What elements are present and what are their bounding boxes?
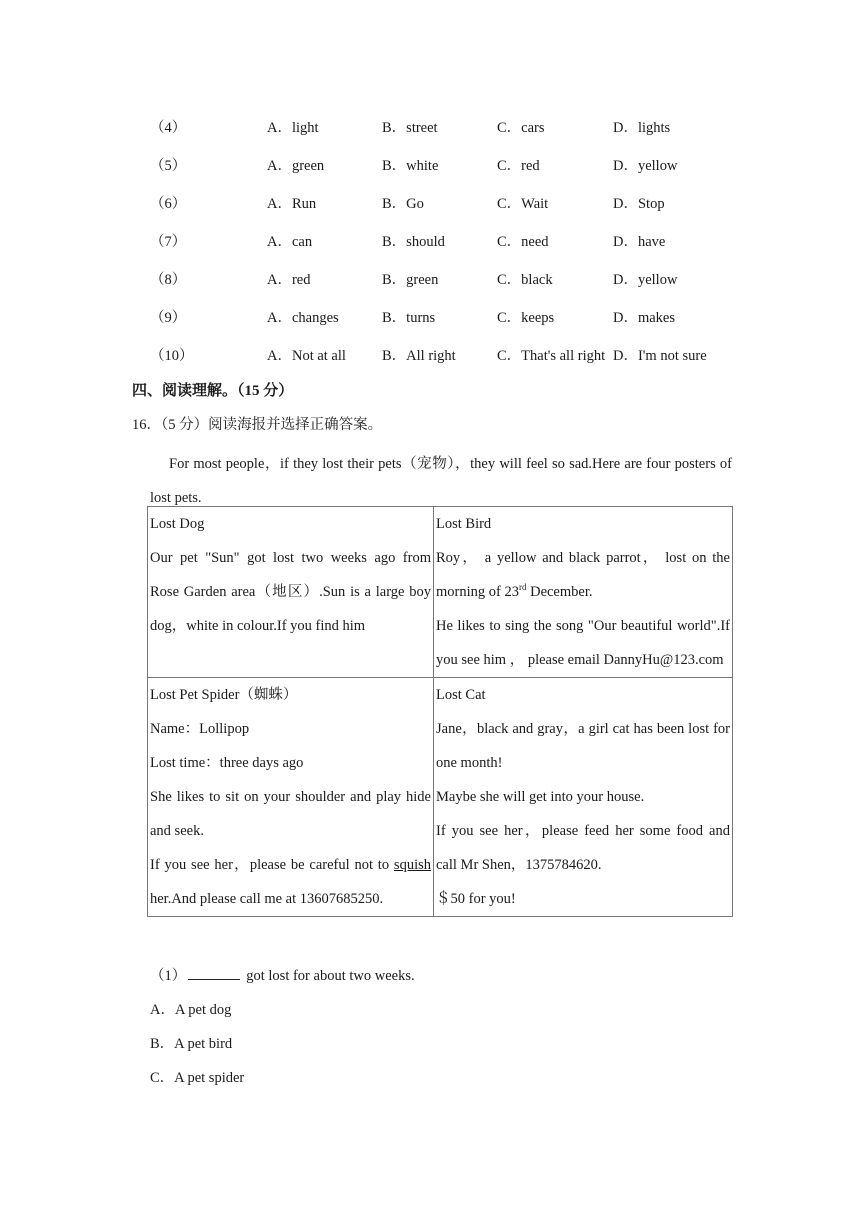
sub-question-number: （1） [150,968,187,984]
option-b: B．All right [382,348,456,364]
option-a: A．Run [267,196,317,212]
option-row [0,306,860,326]
poster-lost-bird [434,507,733,678]
option-b: B．should [382,234,445,250]
option-d: D．I'm not sure [613,348,707,364]
spider-likes: She likes to sit on your shoulder and play hide and seek. [150,789,431,839]
option-c: C．keeps [497,310,555,326]
poster-body: Our pet "Sun" got lost two weeks ago from Rose Garden area（地区）.Sun is a large boy dog，white in colour.If you find him [150,550,431,634]
option-a: A．red [267,272,311,288]
option-c: C．Wait [497,196,549,212]
option-d: D．makes [613,310,676,326]
spider-care [150,848,431,916]
poster-title: Lost Pet Spider（蜘蛛） [150,687,298,703]
option-row [0,192,860,212]
answer-blank [188,965,240,980]
option-number: （9） [150,310,187,326]
option-row [0,268,860,288]
poster-lost-dog [148,507,434,678]
bird-text-2: December. [526,584,593,600]
cat-feed: If you see her，please feed her some food and call Mr Shen，1375784620. [436,823,730,873]
poster-body: He likes to sing the song "Our beautiful world".If you see him ， please email DannyHu@123.com [436,618,730,668]
bird-superscript: rd [518,582,527,593]
poster-title: Lost Bird [436,516,492,532]
option-row [0,344,860,364]
option-number: （5） [150,158,187,174]
option-d: D．have [613,234,666,250]
spider-care-text-2: her.And please call me at 13607685250. [150,891,384,907]
section-title: 四、阅读理解。（15 分） [132,383,294,399]
spider-time: Lost time：three days ago [150,755,304,771]
option-a: A．can [267,234,313,250]
choice-a: A．A pet dog [150,1002,232,1018]
poster-lost-cat [434,678,733,917]
option-b: B．street [382,120,438,136]
sub-question-text: got lost for about two weeks. [246,968,415,984]
poster-lost-spider [148,678,434,917]
option-number: （6） [150,196,187,212]
option-number: （10） [150,348,194,364]
option-a: A．Not at all [267,348,346,364]
option-number: （7） [150,234,187,250]
option-a: A．green [267,158,325,174]
option-c: C．That's all right [497,348,606,364]
choice-b: B．A pet bird [150,1036,233,1052]
option-row [0,230,860,250]
sub-question [150,964,415,985]
option-c: C．cars [497,120,545,136]
cat-maybe: Maybe she will get into your house. [436,789,645,805]
posters-table [147,506,733,917]
option-b: B．Go [382,196,424,212]
option-c: C．black [497,272,553,288]
poster-title: Lost Cat [436,687,486,703]
option-b: B．white [382,158,439,174]
option-d: D．yellow [613,158,678,174]
poster-body [436,541,730,609]
choice-c: C．A pet spider [150,1070,245,1086]
option-c: C．red [497,158,540,174]
spider-care-text-1: If you see her，please be careful not to [150,857,394,873]
option-b: B．green [382,272,439,288]
option-a: A．light [267,120,319,136]
option-row [0,116,860,136]
option-d: D．lights [613,120,671,136]
option-c: C．need [497,234,549,250]
spider-name: Name：Lollipop [150,721,250,737]
question-heading: 16．（5 分）阅读海报并选择正确答案。 [132,417,383,433]
option-d: D．Stop [613,196,665,212]
option-b: B．turns [382,310,436,326]
option-a: A．changes [267,310,339,326]
bird-text-1: Roy， a yellow and black parrot， lost on the morning of 23 [436,550,730,600]
cat-reward: ＄50 for you! [436,891,516,907]
intro-paragraph: For most people，if they lost their pets（宠物），they will feel so sad.Here are four posters of lost pets. [150,456,732,506]
poster-title: Lost Dog [150,516,205,532]
option-number: （4） [150,120,187,136]
option-number: （8） [150,272,187,288]
cat-desc: Jane，black and gray，a girl cat has been lost for one month! [436,721,730,771]
option-d: D．yellow [613,272,678,288]
option-row [0,154,860,174]
underlined-word: squish [393,857,431,873]
